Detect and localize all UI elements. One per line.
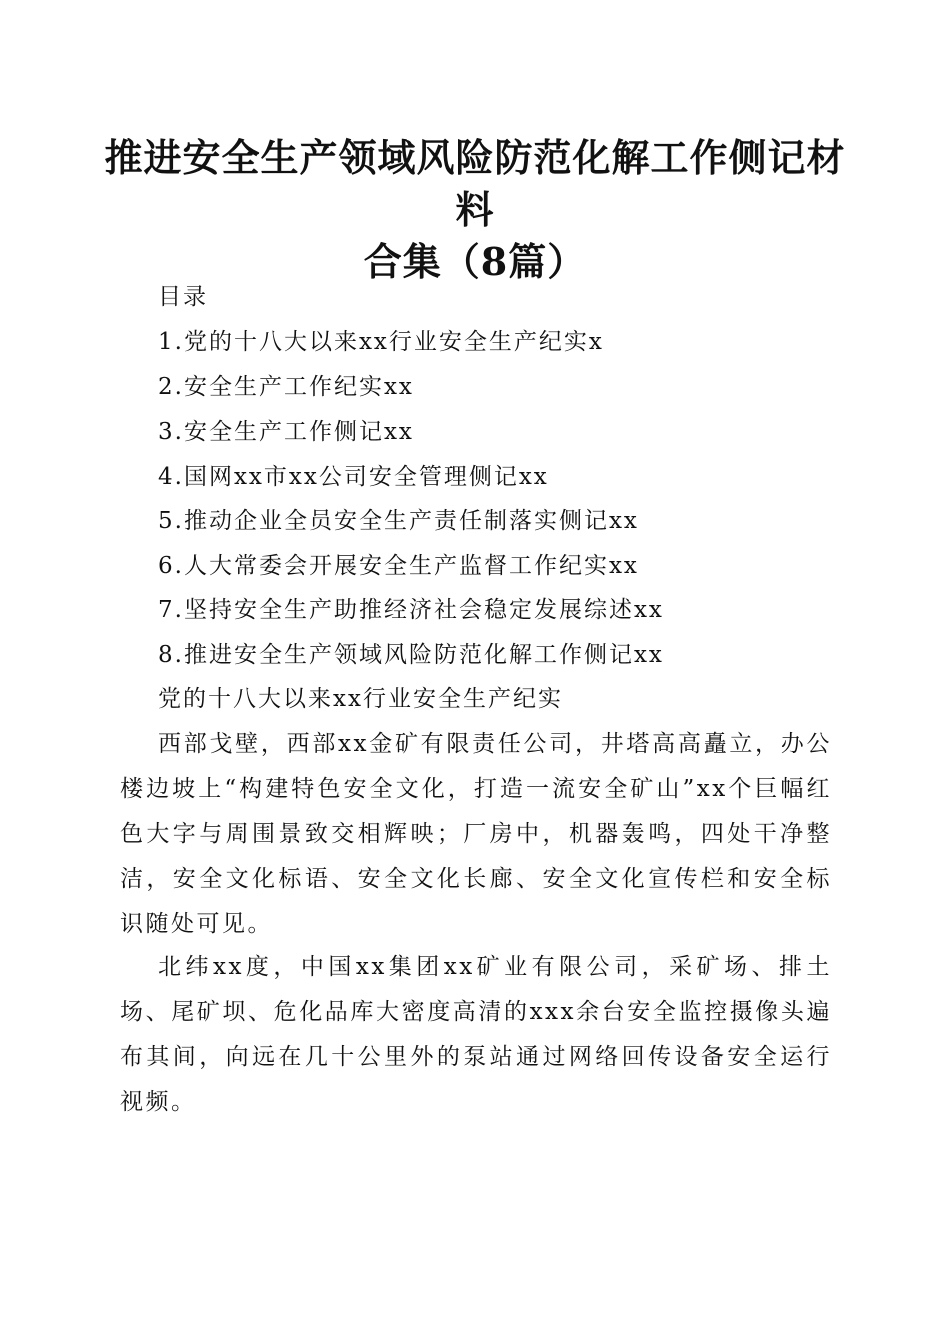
title-line-2: 合集（8篇）	[363, 239, 587, 284]
title-line-1: 推进安全生产领域风险防范化解工作侧记材料	[104, 135, 846, 232]
toc-item-2: 2.安全生产工作纪实xx	[158, 374, 414, 400]
toc-heading: 目录	[158, 284, 208, 310]
body-paragraph-1: 西部戈壁，西部xx金矿有限责任公司，井塔高高矗立，办公楼边坡上“构建特色安全文化，打造一流安全矿山”xx个巨幅红色大字与周围景致交相辉映；厂房中，机器轰鸣，四处干净整洁，安全文化标语、安全文化长廊、安全文化宣传栏和安全标识随处可见。	[120, 731, 832, 937]
toc-item-4: 4.国网xx市xx公司安全管理侧记xx	[158, 464, 549, 490]
toc-item-5: 5.推动企业全员安全生产责任制落实侧记xx	[158, 508, 639, 534]
toc-item-3: 3.安全生产工作侧记xx	[158, 419, 414, 445]
toc-item-1: 1.党的十八大以来xx行业安全生产纪实x	[158, 329, 604, 355]
toc-item-8: 8.推进安全生产领域风险防范化解工作侧记xx	[158, 642, 664, 668]
toc-item-6: 6.人大常委会开展安全生产监督工作纪实xx	[158, 553, 639, 579]
body-paragraph-2: 北纬xx度，中国xx集团xx矿业有限公司，采矿场、排土场、尾矿坝、危化品库大密度高清的xxx余台安全监控摄像头遍布其间，向远在几十公里外的泵站通过网络回传设备安全运行视频。	[120, 954, 832, 1115]
section-heading: 党的十八大以来xx行业安全生产纪实	[158, 686, 563, 712]
toc-item-7: 7.坚持安全生产助推经济社会稳定发展综述xx	[158, 597, 664, 623]
document-title	[100, 132, 850, 288]
